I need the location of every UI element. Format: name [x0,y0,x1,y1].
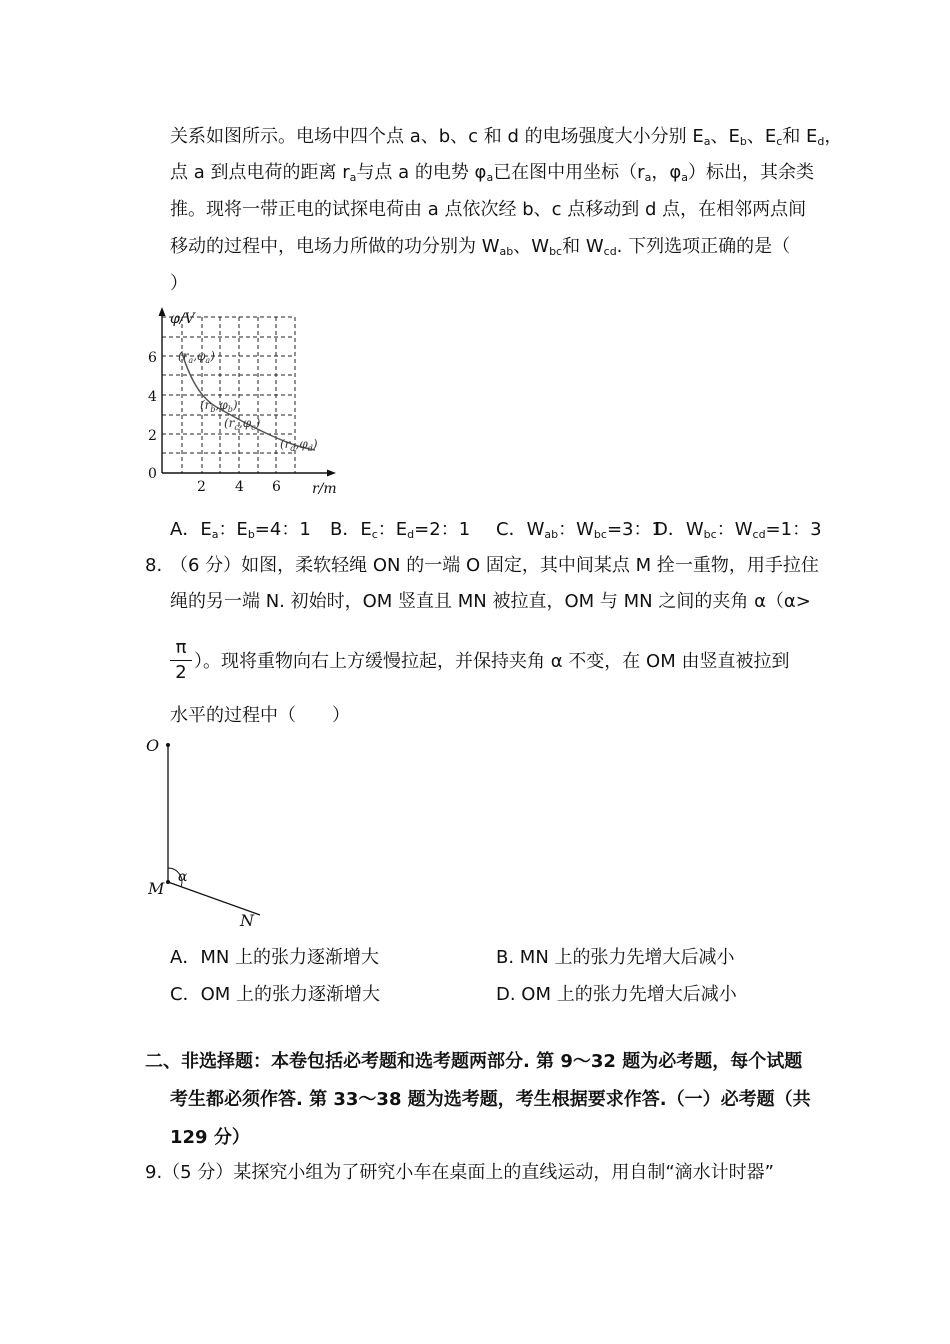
label-alpha: α [178,869,188,885]
q7-line-3: 推。现将一带正电的试探电荷由 a 点依次经 b、c 点移动到 d 点，在相邻两点间 [170,199,807,220]
q8-option-d: D. OM 上的张力先增大后减小 [496,984,737,1005]
point-d-label: $(r_d,\varphi_d)$ [280,437,318,453]
q7-line-1: 关系如图所示。电场中四个点 a、b、c 和 d 的电场强度大小分别 $E_a$、$E_b$、$E_c$和 $E_d$， [170,126,843,148]
point-b-label: $(r_b,\varphi_b)$ [200,398,238,414]
q8-line-1: （6 分）如图，柔软轻绳 ON 的一端 O 固定，其中间某点 M 拴一重物，用手拉住 [170,555,819,576]
y-tick-6: 6 [148,350,157,366]
q7-line-4: 移动的过程中，电场力所做的功分别为 $W_{ab}$、$W_{bc}$和 $W_{cd}$. 下列选项正确的是（ [170,236,791,258]
y-tick-0: 0 [148,466,157,482]
point-m [166,880,170,884]
point-c-label: $(r_c,\varphi_c)$ [224,416,261,432]
q8-line-4: 水平的过程中（ ） [170,705,350,726]
y-tick-2: 2 [148,428,157,444]
q7-line-5: ） [170,273,188,294]
pi-over-2-fraction [170,638,192,683]
y-tick-4: 4 [148,389,157,405]
q7-option-c: C．$W_{ab}$：$W_{bc}=3$：1 [496,519,663,541]
x-axis-label: r/m [312,481,337,497]
q8-number: 8. [145,555,163,576]
q7-option-d: D．$W_{bc}$：$W_{cd}=1$：3 [654,519,822,541]
q8-option-a: A．MN 上的张力逐渐增大 [170,947,380,968]
section2-line-1: 二、非选择题：本卷包括必考题和选考题两部分. 第 9～32 题为必考题，每个试题 [145,1051,803,1072]
fraction-numerator: π [170,638,192,661]
point-a-label: $(r_a,\varphi_a)$ [178,349,215,365]
x-tick-6: 6 [272,479,281,495]
potential-distance-graph [140,305,355,500]
q7-option-b: B．$E_c$：$E_d=2$：1 [330,519,471,541]
section2-line-2: 考生都必须作答. 第 33～38 题为选考题，考生根据要求作答.（一）必考题（共 [170,1089,811,1110]
q7-line-2: 点 a 到点电荷的距离 $r_a$与点 a 的电势 $\varphi_a$已在图中用坐标（$r_a$，$\varphi_a$）标出，其余类 [170,162,814,184]
label-n: N [240,911,254,930]
rope-figure [140,732,280,932]
q8-option-c: C．OM 上的张力逐渐增大 [170,984,380,1005]
graph-grid [162,317,295,473]
q7-option-a: A．$E_a$：$E_b=4$：1 [170,519,311,541]
point-o [166,743,170,747]
x-tick-4: 4 [235,479,244,495]
x-tick-2: 2 [197,479,206,495]
y-axis-label: φ/V [170,311,195,327]
q8-line-3: ）。现将重物向右上方缓慢拉起，并保持夹角 α 不变，在 OM 由竖直被拉到 [194,651,790,672]
q8-option-b: B. MN 上的张力先增大后减小 [496,947,735,968]
label-m: M [148,879,165,898]
q9-line-1: 9.（5 分）某探究小组为了研究小车在桌面上的直线运动，用自制“滴水计时器” [145,1162,774,1183]
label-o: O [146,736,160,755]
fraction-denominator: 2 [175,662,187,683]
section2-line-3: 129 分） [170,1127,250,1148]
q8-line-2: 绳的另一端 N. 初始时，OM 竖直且 MN 被拉直，OM 与 MN 之间的夹角 α（α> [170,591,811,612]
